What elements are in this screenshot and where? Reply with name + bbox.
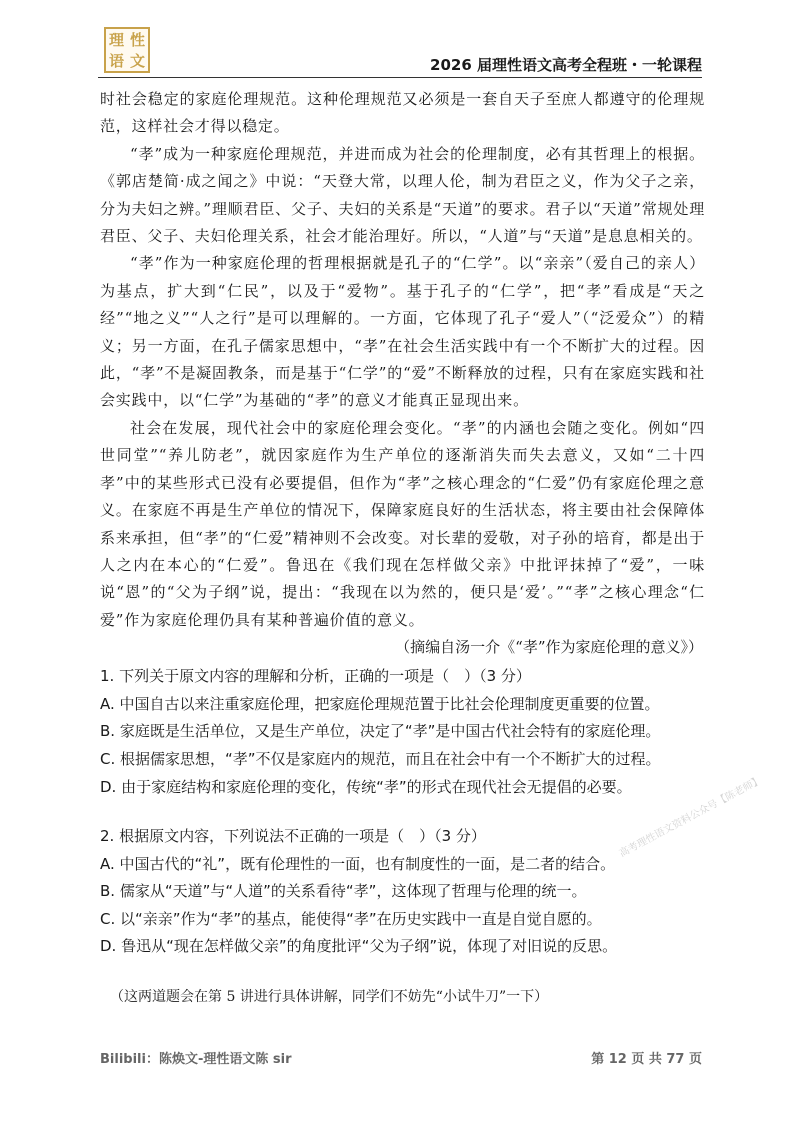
- option-d: D. 由于家庭结构和家庭伦理的变化，传统“孝”的形式在现代社会无提倡的必要。: [100, 777, 632, 796]
- page-content: [100, 86, 705, 1009]
- option-c: C. 根据儒家思想，“孝”不仅是家庭内的规范，而且在社会中有一个不断扩大的过程。: [100, 749, 661, 768]
- watermark: 高考理性语文资料公众号【陈老师】: [617, 774, 765, 860]
- brand-logo: [104, 27, 150, 73]
- question-2: [100, 823, 705, 961]
- option-b: B. 儒家从“天道”与“人道”的关系看待“孝”，这体现了哲理与伦理的统一。: [100, 882, 587, 901]
- header-title: 2026 届理性语文高考全程班・一轮课程: [430, 56, 702, 74]
- question-stem: 2. 根据原文内容，下列说法不正确的一项是（ ）（3 分）: [100, 827, 486, 846]
- passage-paragraph: 社会在发展，现代社会中的家庭伦理会变化。“孝”的内涵也会随之变化。例如“四世同堂”“养儿防老”，就因家庭作为生产单位的逐渐消失而失去意义，又如“二十四孝”中的某些形式已没有必要提倡，但作为“孝”之核心理念的“仁爱”仍有家庭伦理之意义。在家庭不再是生产单位的情况下，保障家庭良好的生活状态，将主要由社会保障体系来承担，但“孝”的“仁爱”精神则不会改变。对长辈的爱敬，对子孙的培育，都是出于人之内在本心的“仁爱”。鲁迅在《我们现在怎样做父亲》中批评抹掉了“爱”，一味说“恩”的“父为子纲”说，提出：“我现在以为然的，便只是‘爱’。”“孝”之核心理念“仁爱”作为家庭伦理仍具有某种普遍价值的意义。: [100, 418, 705, 629]
- passage-source: （摘编自汤一介《“孝”作为家庭伦理的意义》）: [395, 638, 703, 657]
- question-1: [100, 663, 705, 801]
- question-stem: 1. 下列关于原文内容的理解和分析，正确的一项是（ ）（3 分）: [100, 667, 531, 686]
- passage-paragraph: “孝”成为一种家庭伦理规范，并进而成为社会的伦理制度，必有其哲理上的根据。《郭店楚简·成之闻之》中说：“天登大常，以理人伦，制为君臣之义，作为父子之亲，分为夫妇之辨。”理顺君臣、父子、夫妇的关系是“天道”的要求。君子以“天道”常规处理君臣、父子、夫妇伦理关系，社会才能治理好。所以，“人道”与“天道”是息息相关的。: [100, 144, 705, 246]
- passage-paragraph: 时社会稳定的家庭伦理规范。这种伦理规范又必须是一套自天子至庶人都遵守的伦理规范，这样社会才得以稳定。: [100, 90, 705, 136]
- passage-paragraph: “孝”作为一种家庭伦理的哲理根据就是孔子的“仁学”。以“亲亲”（爱自己的亲人）为基点，扩大到“仁民”，以及于“爱物”。基于孔子的“仁学”，把“孝”看成是“天之经”“地之义”“人之行”是可以理解的。一方面，它体现了孔子“爱人”（“泛爱众”）的精义；另一方面，在孔子儒家思想中，“孝”在社会生活实践中有一个不断扩大的过程。因此，“孝”不是凝固教条，而是基于“仁学”的“爱”不断释放的过程，只有在家庭实践和社会实践中，以“仁学”为基础的“孝”的意义才能真正显现出来。: [100, 254, 705, 410]
- logo-char: 文: [129, 52, 145, 70]
- option-c: C. 以“亲亲”作为“孝”的基点，能使得“孝”在历史实践中一直是自觉自愿的。: [100, 909, 602, 928]
- option-a: A. 中国自古以来注重家庭伦理，把家庭伦理规范置于比社会伦理制度更重要的位置。: [100, 694, 660, 713]
- lecture-note: （这两道题会在第 5 讲进行具体讲解，同学们不妨先“小试牛刀”一下）: [110, 989, 549, 1006]
- footer-author: Bilibili：陈焕文-理性语文陈 sir: [100, 1052, 292, 1067]
- header-divider: [98, 77, 702, 78]
- option-b: B. 家庭既是生活单位，又是生产单位，决定了“孝”是中国古代社会特有的家庭伦理。: [100, 722, 661, 741]
- page-number: 第 12 页 共 77 页: [591, 1052, 702, 1067]
- logo-char: 性: [129, 31, 145, 49]
- logo-char: 理: [108, 31, 124, 49]
- spacer: [100, 801, 705, 823]
- option-a: A. 中国古代的“礼”，既有伦理性的一面，也有制度性的一面，是二者的结合。: [100, 854, 616, 873]
- option-d: D. 鲁迅从“现在怎样做父亲”的角度批评“父为子纲”说，体现了对旧说的反思。: [100, 937, 618, 956]
- logo-char: 语: [108, 52, 124, 70]
